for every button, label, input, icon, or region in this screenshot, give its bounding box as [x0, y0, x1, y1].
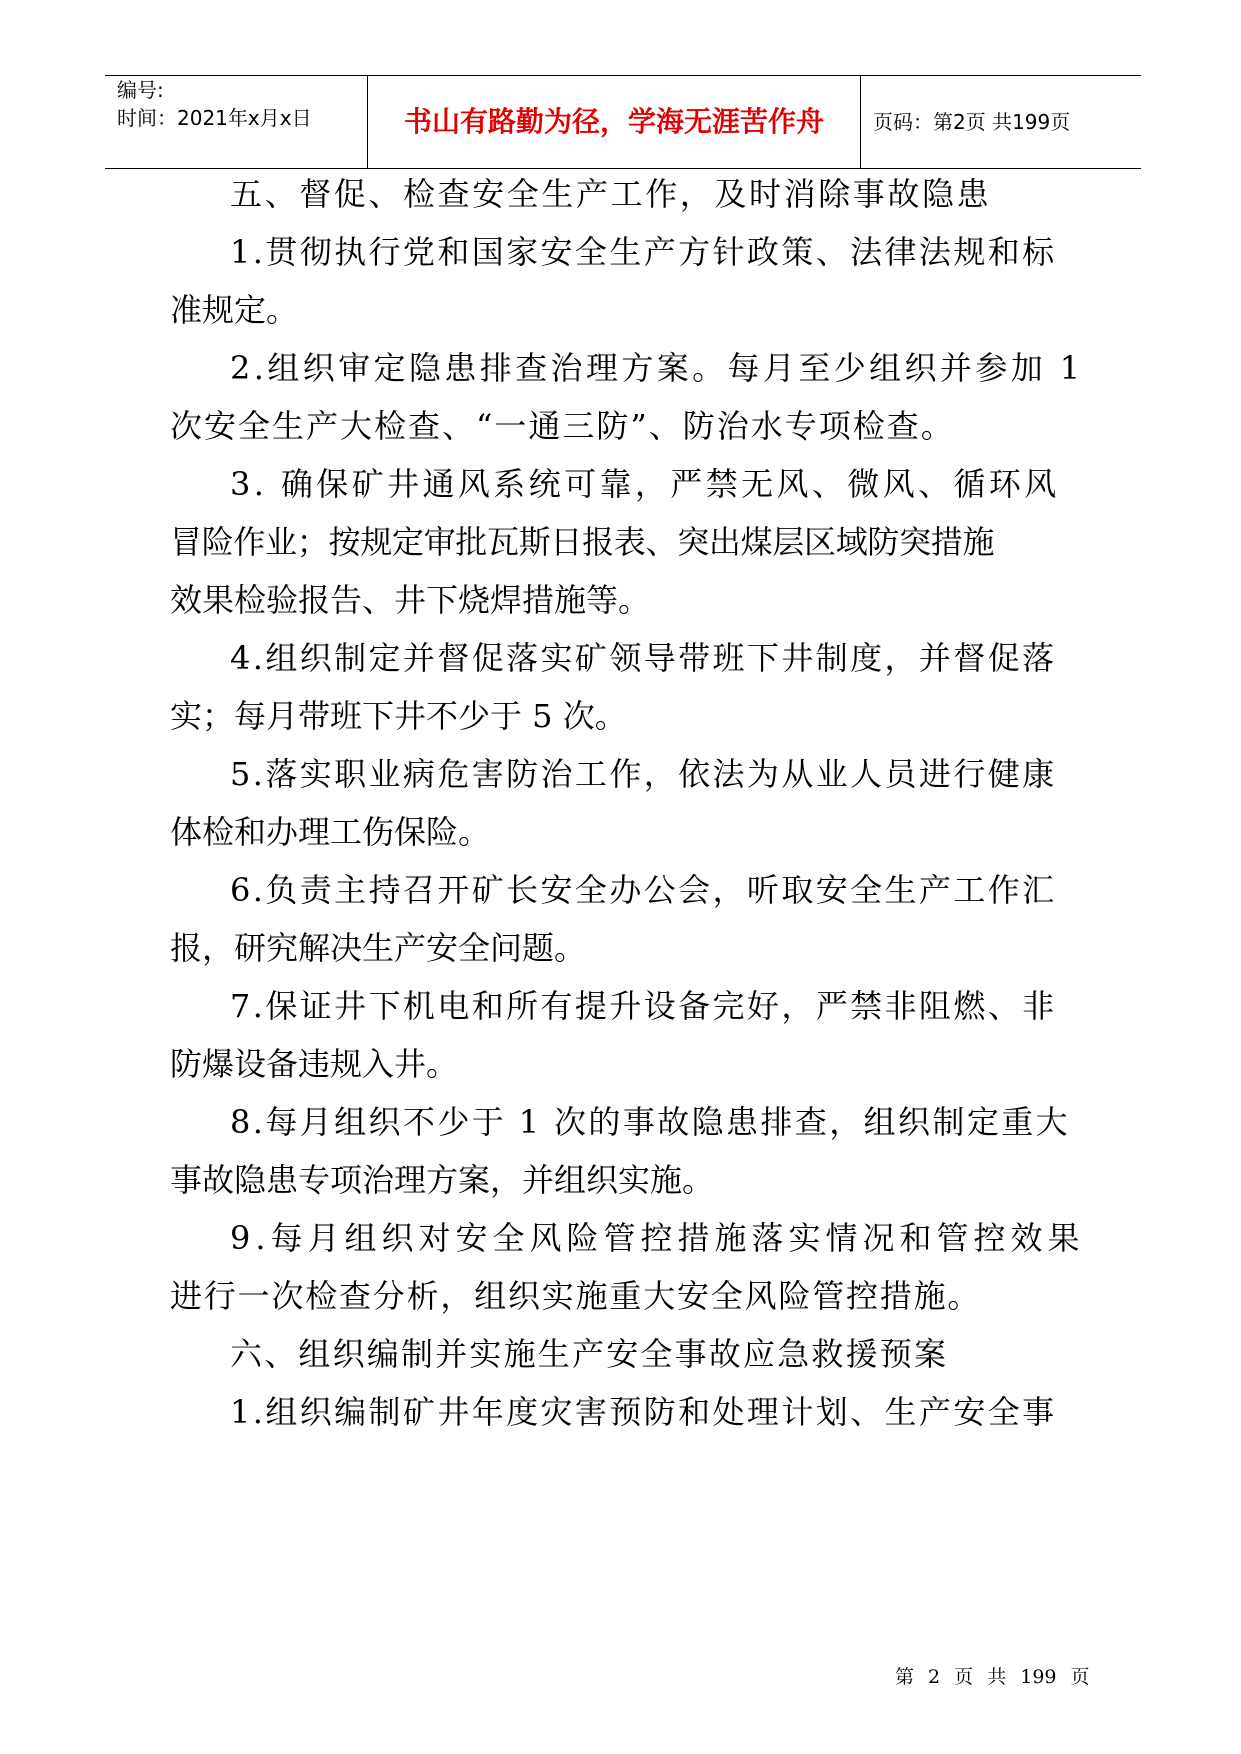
page-header — [105, 75, 1141, 169]
header-page-info: 页码：第2页 共199页 — [873, 110, 1071, 134]
body-line: 8.每月组织不少于 1 次的事故隐患排查，组织制定重大 — [230, 1103, 1071, 1141]
body-line: 5.落实职业病危害防治工作，依法为从业人员进行健康 — [230, 755, 1057, 793]
page-footer: 第 2 页 共 199 页 — [895, 1666, 1090, 1688]
body-line: 9.每月组织对安全风险管控措施落实情况和管控效果 — [230, 1219, 1085, 1257]
header-middle-cell — [368, 76, 861, 168]
body-line: 事故隐患专项治理方案，并组织实施。 — [170, 1161, 715, 1199]
body-line: 3. 确保矿井通风系统可靠，严禁无风、微风、循环风 — [230, 465, 1060, 503]
body-line: 6.负责主持召开矿长安全办公会，听取安全生产工作汇 — [230, 871, 1057, 909]
document-number-label: 编号: — [117, 78, 164, 102]
section-heading: 六、组织编制并实施生产安全事故应急救援预案 — [230, 1335, 949, 1373]
body-line: 效果检验报告、井下烧焊措施等。 — [170, 581, 651, 619]
body-line: 2.组织审定隐患排查治理方案。每月至少组织并参加 1 — [230, 349, 1084, 387]
header-right-cell — [861, 76, 1141, 168]
body-line: 实；每月带班下井不少于 5 次。 — [170, 697, 627, 735]
body-line: 冒险作业；按规定审批瓦斯日报表、突出煤层区域防突措施 — [170, 523, 995, 561]
header-motto: 书山有路勤为径，学海无涯苦作舟 — [403, 105, 824, 138]
body-line: 次安全生产大检查、“一通三防”、防治水专项检查。 — [170, 407, 955, 445]
body-line: 进行一次检查分析，组织实施重大安全风险管控措施。 — [170, 1277, 982, 1315]
body-line: 准规定。 — [170, 291, 299, 329]
body-line: 7.保证井下机电和所有提升设备完好，严禁非阻燃、非 — [230, 987, 1057, 1025]
section-heading: 五、督促、检查安全生产工作，及时消除事故隐患 — [230, 175, 992, 213]
body-line: 4.组织制定并督促落实矿领导带班下井制度，并督促落 — [230, 639, 1057, 677]
body-line: 1.组织编制矿井年度灾害预防和处理计划、生产安全事 — [230, 1393, 1057, 1431]
body-line: 体检和办理工伤保险。 — [170, 813, 491, 851]
header-left-cell — [105, 76, 368, 168]
body-line: 1.贯彻执行党和国家安全生产方针政策、法律法规和标 — [230, 233, 1057, 271]
body-line: 防爆设备违规入井。 — [170, 1045, 459, 1083]
document-time-label: 时间：2021年x月x日 — [117, 106, 312, 130]
body-line: 报，研究解决生产安全问题。 — [170, 929, 587, 967]
